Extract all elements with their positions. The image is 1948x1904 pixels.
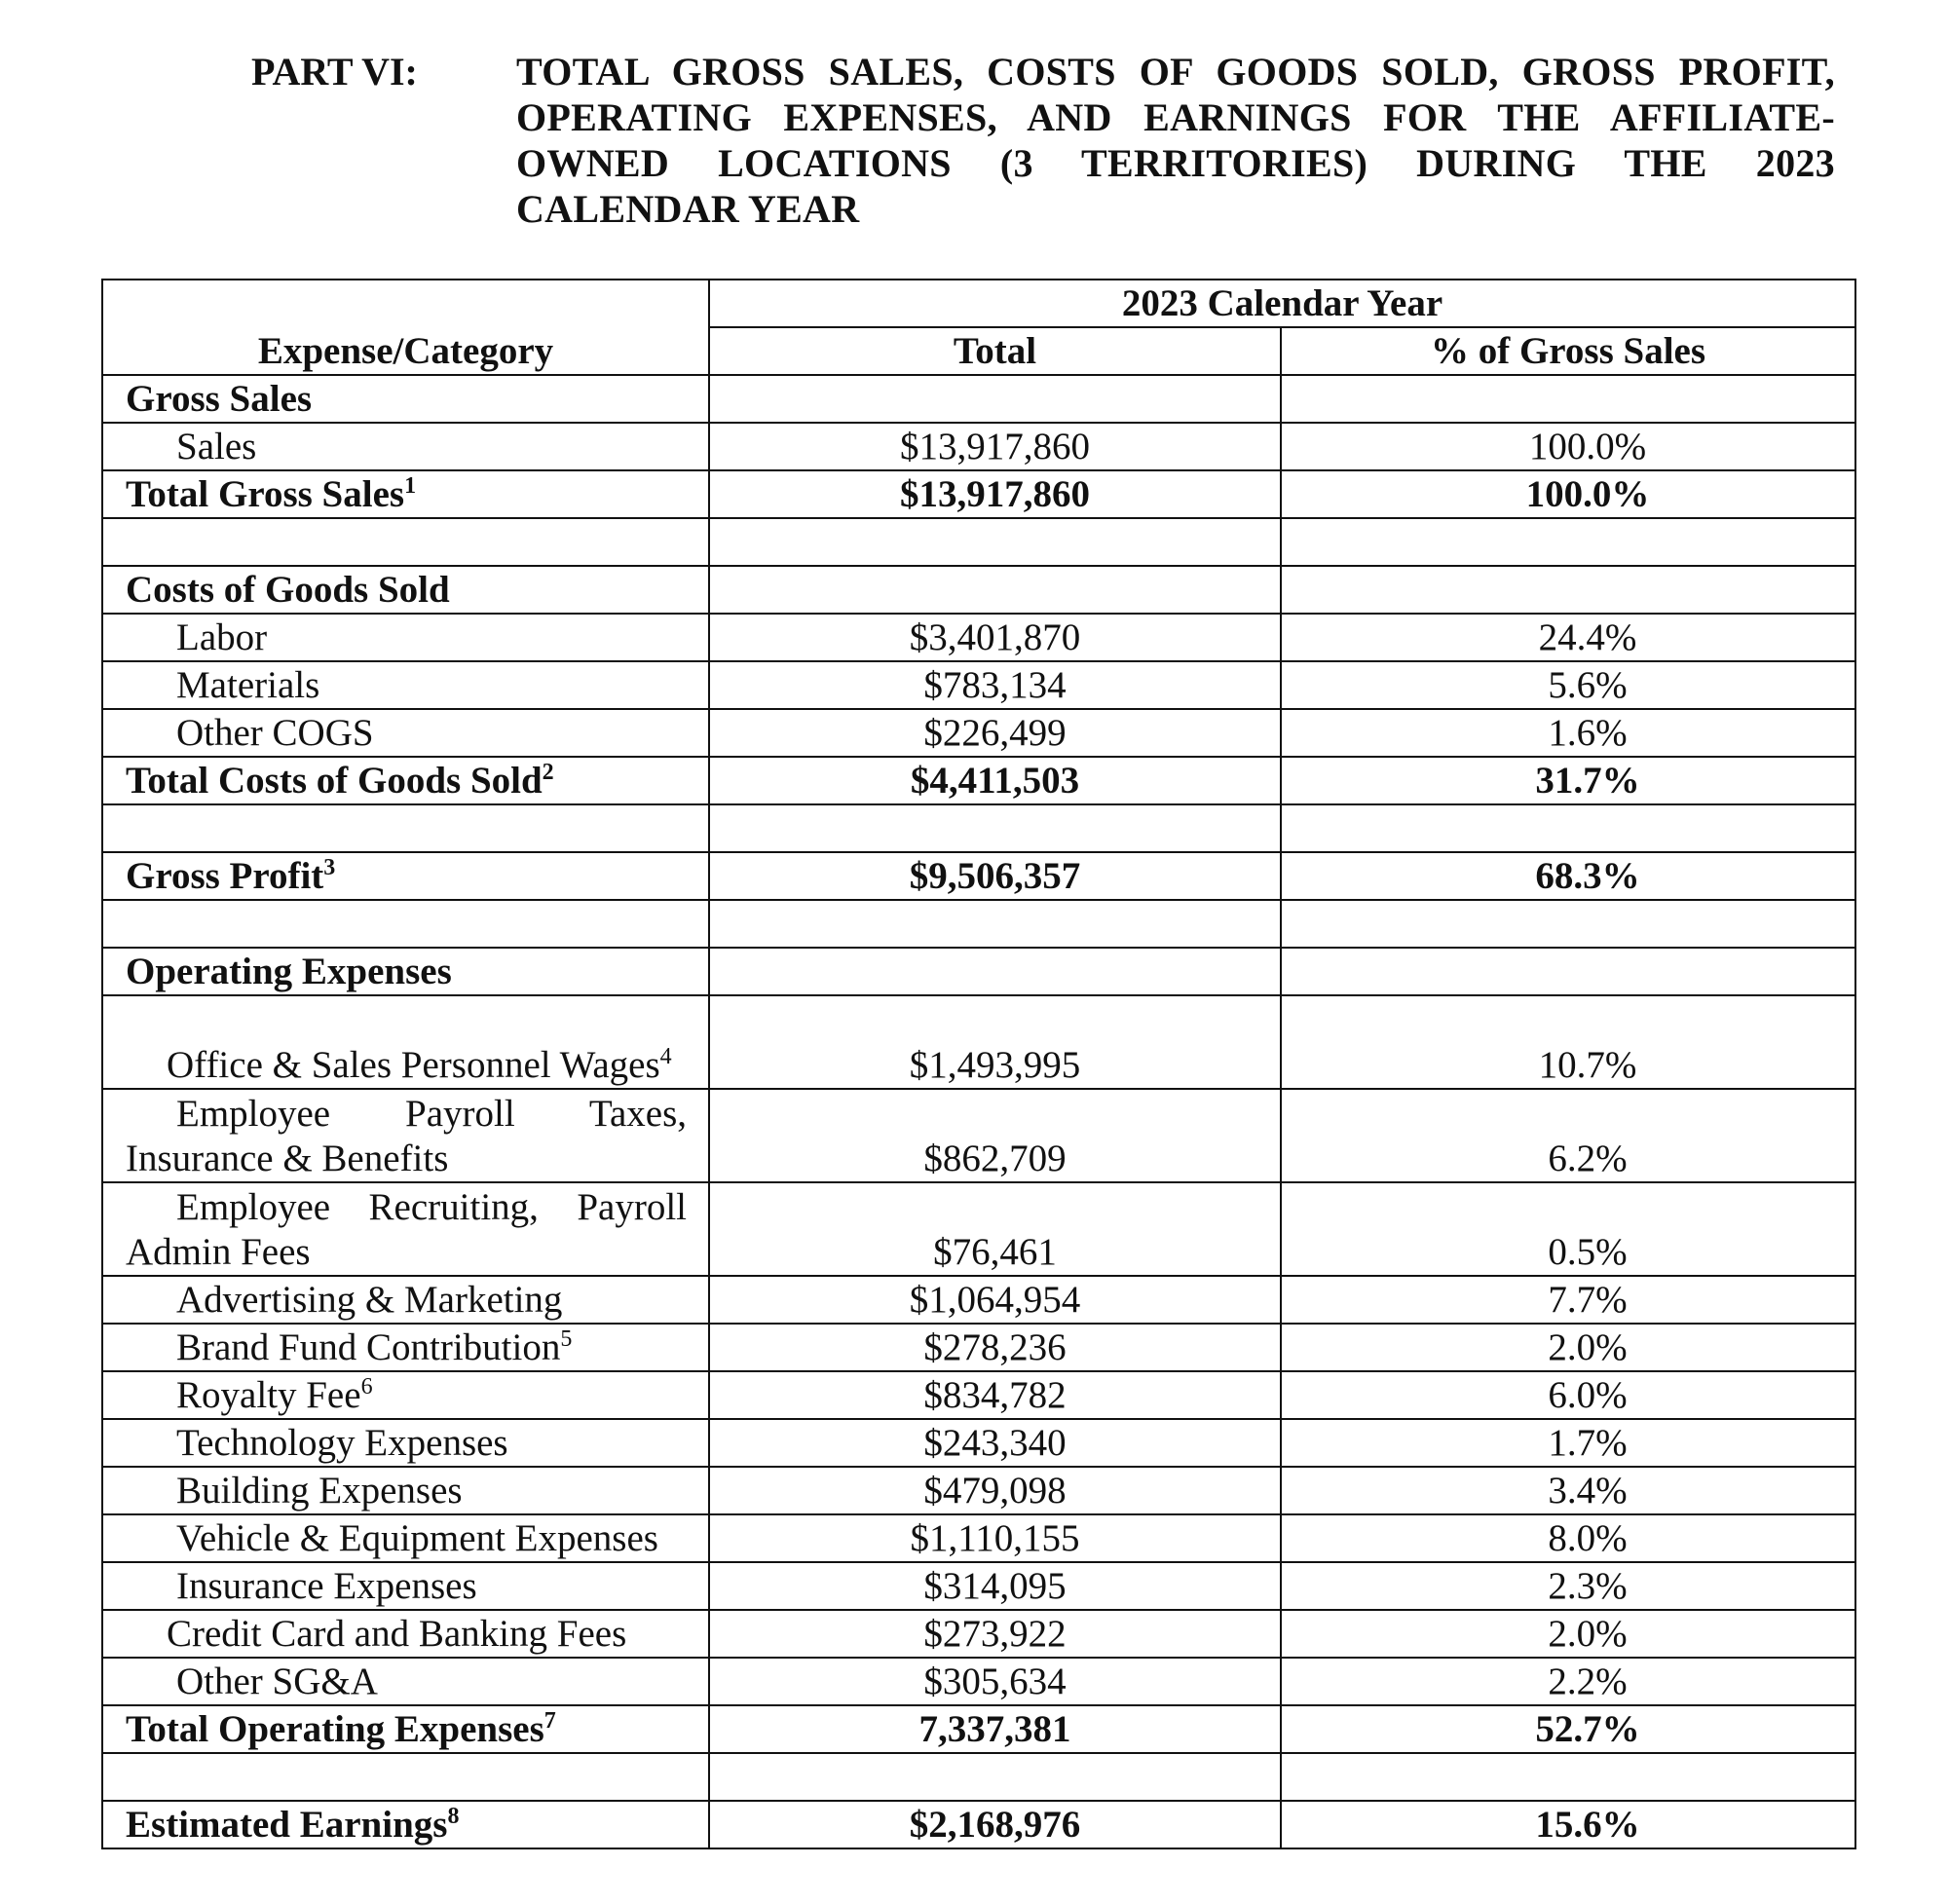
spacer-row (102, 518, 1855, 566)
row-pct: 100.0% (1281, 423, 1855, 470)
section-row (102, 375, 1855, 423)
financial-table (101, 279, 1856, 1849)
row-total: $314,095 (709, 1562, 1281, 1610)
table-row (102, 1610, 1855, 1658)
row-pct: 100.0% (1281, 470, 1855, 518)
row-label: Employee Payroll Taxes, Insurance & Benefits (102, 1089, 709, 1182)
row-pct: 5.6% (1281, 661, 1855, 709)
table-row (102, 1467, 1855, 1514)
footnote-ref: 8 (447, 1804, 460, 1829)
row-pct: 1.6% (1281, 709, 1855, 757)
row-label: Credit Card and Banking Fees (102, 1610, 709, 1658)
row-pct: 68.3% (1281, 852, 1855, 900)
row-pct: 10.7% (1281, 995, 1855, 1089)
footnote-ref: 1 (404, 473, 417, 499)
row-pct: 2.3% (1281, 1562, 1855, 1610)
row-pct: 6.2% (1281, 1089, 1855, 1182)
row-pct: 2.0% (1281, 1610, 1855, 1658)
row-pct: 2.2% (1281, 1658, 1855, 1705)
total-row (102, 470, 1855, 518)
row-pct: 3.4% (1281, 1467, 1855, 1514)
section-cogs: Costs of Goods Sold (102, 566, 709, 614)
table-row (102, 995, 1855, 1089)
header-pct: % of Gross Sales (1281, 327, 1855, 375)
row-total: $1,110,155 (709, 1514, 1281, 1562)
row-label: Building Expenses (102, 1467, 709, 1514)
row-label: Advertising & Marketing (102, 1276, 709, 1324)
row-total: $1,493,995 (709, 995, 1281, 1089)
row-total: $2,168,976 (709, 1801, 1281, 1848)
header-category: Expense/Category (102, 327, 709, 375)
row-pct: 7.7% (1281, 1276, 1855, 1324)
header-total: Total (709, 327, 1281, 375)
row-label: Gross Profit$^3$ (102, 852, 709, 900)
row-label: Labor (102, 614, 709, 661)
section-row (102, 948, 1855, 995)
row-label: Royalty Fee$^6$ (102, 1371, 709, 1419)
earnings-row (102, 1801, 1855, 1848)
row-total: $278,236 (709, 1324, 1281, 1371)
row-label: Office & Sales Personnel Wages$^4$ (102, 995, 709, 1089)
row-total: $834,782 (709, 1371, 1281, 1419)
table-row (102, 1324, 1855, 1371)
total-row (102, 757, 1855, 804)
row-total: $3,401,870 (709, 614, 1281, 661)
row-total: $783,134 (709, 661, 1281, 709)
row-pct: 8.0% (1281, 1514, 1855, 1562)
table-row (102, 1562, 1855, 1610)
row-pct: 15.6% (1281, 1801, 1855, 1848)
table-row (102, 1419, 1855, 1467)
table-row (102, 1089, 1855, 1182)
row-label: Total Operating Expenses$^7$ (102, 1705, 709, 1753)
footnote-ref: 3 (323, 855, 336, 880)
table-row (102, 1371, 1855, 1419)
row-total: $4,411,503 (709, 757, 1281, 804)
row-label: Employee Recruiting, Payroll Admin Fees (102, 1182, 709, 1276)
table-row (102, 1514, 1855, 1562)
footnote-ref: 5 (560, 1326, 573, 1352)
row-total: $226,499 (709, 709, 1281, 757)
row-pct: 0.5% (1281, 1182, 1855, 1276)
row-label: Technology Expenses (102, 1419, 709, 1467)
footnote-ref: 7 (543, 1708, 556, 1734)
row-total: $76,461 (709, 1182, 1281, 1276)
footnote-ref: 6 (360, 1374, 373, 1400)
row-pct: 1.7% (1281, 1419, 1855, 1467)
row-label: Sales (102, 423, 709, 470)
row-total: $13,917,860 (709, 423, 1281, 470)
row-label: Materials (102, 661, 709, 709)
row-pct: 24.4% (1281, 614, 1855, 661)
row-total: 7,337,381 (709, 1705, 1281, 1753)
row-label: Total Costs of Goods Sold$^2$ (102, 757, 709, 804)
footnote-ref: 2 (542, 760, 554, 785)
spacer-row (102, 804, 1855, 852)
table-row (102, 614, 1855, 661)
row-label: Brand Fund Contribution$^5$ (102, 1324, 709, 1371)
header-row-columns (102, 327, 1855, 375)
row-total: $13,917,860 (709, 470, 1281, 518)
row-label: Estimated Earnings$^8$ (102, 1801, 709, 1848)
part-label: PART VI: (251, 50, 418, 93)
row-total: $273,922 (709, 1610, 1281, 1658)
part-title: TOTAL GROSS SALES, COSTS OF GOODS SOLD, GROSS PROFIT, OPERATING EXPENSES, AND EARNINGS FOR THE AFFILIATE-OWNED LOCATIONS (3 TERRITORIES) DURING THE 2023 CALENDAR YEAR (516, 50, 1835, 231)
header-period: 2023 Calendar Year (709, 280, 1855, 327)
row-total: $862,709 (709, 1089, 1281, 1182)
row-total: $1,064,954 (709, 1276, 1281, 1324)
row-pct: 2.0% (1281, 1324, 1855, 1371)
row-label: Other SG&A (102, 1658, 709, 1705)
section-opex: Operating Expenses (102, 948, 709, 995)
row-pct: 6.0% (1281, 1371, 1855, 1419)
row-total: $9,506,357 (709, 852, 1281, 900)
section-gross-sales: Gross Sales (102, 375, 709, 423)
spacer-row (102, 1753, 1855, 1801)
table-row (102, 1276, 1855, 1324)
table-row (102, 1658, 1855, 1705)
table-row (102, 1182, 1855, 1276)
section-row (102, 566, 1855, 614)
header-blank (102, 280, 709, 327)
row-label: Other COGS (102, 709, 709, 757)
table-row (102, 423, 1855, 470)
table-row (102, 661, 1855, 709)
spacer-row (102, 900, 1855, 948)
footnote-ref: 4 (659, 1044, 672, 1069)
header-row-period (102, 280, 1855, 327)
gross-profit-row (102, 852, 1855, 900)
row-label: Total Gross Sales$^1$ (102, 470, 709, 518)
row-total: $479,098 (709, 1467, 1281, 1514)
total-row (102, 1705, 1855, 1753)
table-row (102, 709, 1855, 757)
row-label: Vehicle & Equipment Expenses (102, 1514, 709, 1562)
row-pct: 31.7% (1281, 757, 1855, 804)
row-total: $305,634 (709, 1658, 1281, 1705)
row-pct: 52.7% (1281, 1705, 1855, 1753)
row-total: $243,340 (709, 1419, 1281, 1467)
row-label: Insurance Expenses (102, 1562, 709, 1610)
